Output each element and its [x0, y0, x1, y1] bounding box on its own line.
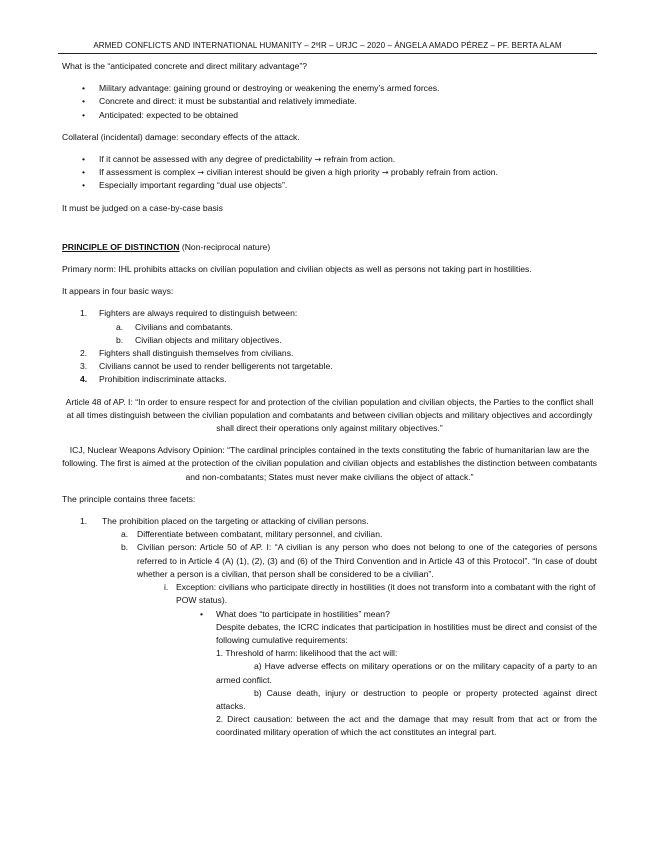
list-marker: 2. [80, 348, 88, 359]
list-item [62, 334, 597, 347]
list-item: • Anticipated: expected to be obtained [62, 109, 597, 122]
list-item [62, 373, 597, 386]
list-item-text: Civilians and combatants. [135, 321, 233, 332]
section-subtitle: (Non-reciprocal nature) [179, 241, 271, 252]
list-marker: b. [121, 542, 129, 553]
requirement-text: b) Cause death, injury or destruction to people or property protected against direct attacks. [216, 687, 597, 711]
ways-intro: It appears in four basic ways: [62, 286, 174, 297]
list-marker: a. [121, 529, 129, 540]
list-item-text: What does “to participate in hostilities” mean? [216, 608, 390, 619]
arrow-right-icon: → [381, 168, 389, 178]
icj-quote: ICJ, Nuclear Weapons Advisory Opinion: “The cardinal principles contained in the texts constituting the fabric of humanitarian law are the following. The first is aimed at the protection of the civilian population and civilian objects and establishes the distinction between combatants and non-combatants; States must never make civilians the object of attack.” [62, 445, 597, 482]
section-heading [62, 241, 597, 254]
list-item [62, 541, 597, 581]
ways-list [62, 307, 597, 386]
list-item-text: civilian interest should be given a high priority [206, 167, 380, 178]
list-item: • Military advantage: gaining ground or destroying or weakening the enemy’s armed forces. [62, 82, 597, 95]
list-item: • Especially important regarding “dual use objects”. [62, 179, 597, 192]
document-body [62, 60, 597, 740]
participation-text: Despite debates, the ICRC indicates that participation in hostilities must be direct and consist of the following cumulative requirements: [216, 621, 597, 645]
advantage-question: What is the “anticipated concrete and direct military advantage”? [62, 61, 308, 71]
list-item-text: Civilian person: Article 50 of AP. I: “A civilian is any person who does not belong to one of the categories of persons referred to in Article 4 (A) (1), (2), (3) and (6) of the Third Convention and in Article 43 of this Protocol”. “In case of doubt whether a person is a civilian, that person shall be considered to be a civilian”. [137, 542, 597, 579]
list-item-text: The prohibition placed on the targeting or attacking of civilian persons. [102, 516, 369, 527]
list-item [62, 581, 597, 607]
requirement-2: 2. Direct causation: between the act and the damage that may result from that act or from the coordinated military operation of which the act constitutes an integral part. [216, 714, 597, 738]
list-item-text: If it cannot be assessed with any degree of predictability [99, 154, 313, 165]
page-header: ARMED CONFLICTS AND INTERNATIONAL HUMANITY – 2ºIR – URJC – 2020 – ÁNGELA AMADO PÉREZ – PF. BERTA ALAM [58, 39, 597, 54]
list-item [62, 307, 597, 320]
list-item [62, 166, 597, 179]
list-item-text: Exception: civilians who participate directly in hostilities (it does not transform into a combatant with the right of POW status). [176, 582, 596, 606]
list-item [62, 360, 597, 373]
list-marker: 3. [80, 361, 88, 372]
list-item [62, 608, 597, 621]
ways-sublist [62, 321, 597, 347]
sublist-container [62, 321, 597, 347]
section-gap [62, 215, 597, 241]
requirement-1a [62, 660, 597, 686]
arrow-right-icon: → [314, 155, 322, 165]
case-note: It must be judged on a case-by-case basis [62, 202, 223, 213]
list-item-text: probably refrain from action. [390, 167, 498, 178]
requirement-text: a) Have adverse effects on military operations or on the military capacity of a party to an armed conflict. [216, 661, 597, 685]
list-item-text: If assessment is complex [99, 167, 195, 178]
article-48-quote: Article 48 of AP. I: “In order to ensure respect for and protection of the civilian population and civilian objects, the Parties to the conflict shall at all times distinguish between the civilian population and combatants and between civilian objects and military objectives and accordingly shall direct their operations only against military objectives.” [65, 396, 594, 434]
list-item-text: refrain from action. [323, 154, 396, 165]
primary-norm: Primary norm: IHL prohibits attacks on civilian population and civilian objects as well as persons not taking part in hostilities. [62, 264, 532, 275]
collateral-list [62, 153, 597, 193]
list-item-text: Civilian objects and military objectives. [135, 334, 282, 345]
facets-intro: The principle contains three facets: [62, 493, 196, 504]
section-title: PRINCIPLE OF DISTINCTION [62, 241, 180, 252]
list-marker: 1. [80, 308, 88, 319]
requirement-1: 1. Threshold of harm: likelihood that the act will: [216, 648, 398, 659]
list-item [62, 528, 597, 541]
list-item-text: Differentiate between combatant, military personnel, and civilian. [137, 529, 383, 540]
list-marker: b. [116, 334, 124, 345]
list-marker: 1. [80, 516, 88, 527]
bullet-icon: • [200, 608, 204, 619]
arrow-right-icon: → [197, 168, 205, 178]
collateral-intro: Collateral (incidental) damage: secondary effects of the attack. [62, 131, 300, 142]
list-marker: 4. [80, 374, 88, 385]
list-item [62, 321, 597, 334]
list-item-text: Prohibition indiscriminate attacks. [99, 374, 227, 385]
list-item [62, 153, 597, 166]
list-item-text: Fighters are always required to distinguish between: [99, 308, 298, 319]
list-marker: a. [116, 321, 124, 332]
list-item-text: Fighters shall distinguish themselves from civilians. [99, 348, 294, 359]
list-marker: i. [164, 582, 169, 593]
advantage-list [62, 82, 597, 122]
list-item: • Concrete and direct: it must be substantial and relatively immediate. [62, 95, 597, 108]
list-item-text: Civilians cannot be used to render belligerents not targetable. [99, 361, 333, 372]
requirement-1b [62, 687, 597, 713]
list-item [62, 515, 597, 528]
list-item [62, 347, 597, 360]
